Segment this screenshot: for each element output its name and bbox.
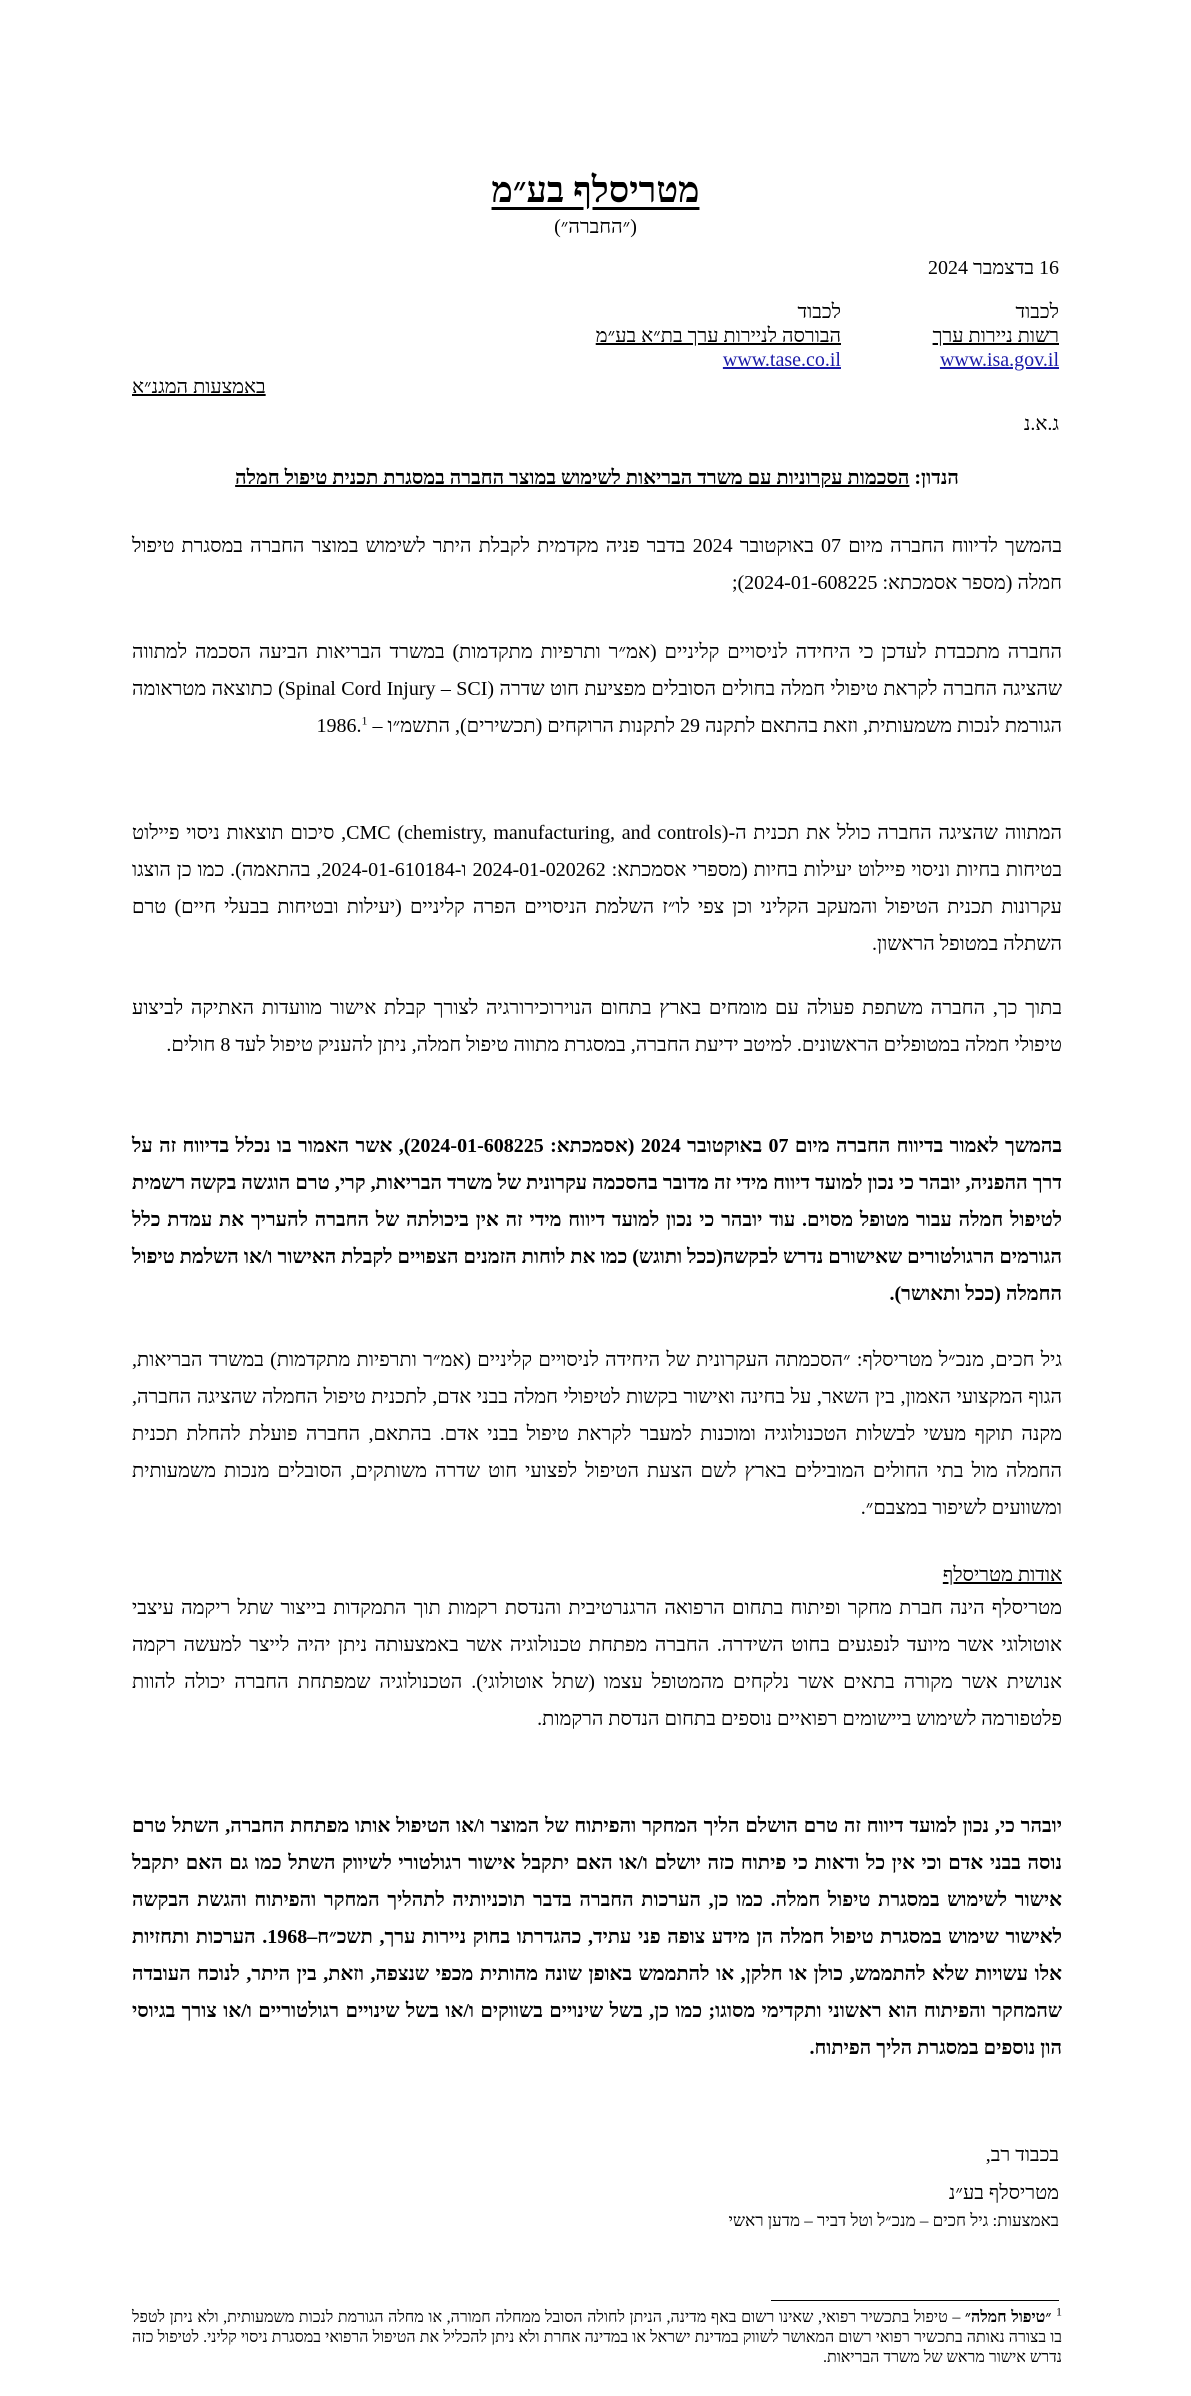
paragraph-7: מטריסלף הינה חברת מחקר ופיתוח בתחום הרפואה הרגנרטיבית והנדסת רקמות תוך התמקדות בייצור שתל ריקמה עיצבי אוטולוגי אשר מיועד לנפגעים בחוט השידרה. החברה מפתחת טכנולוגיה אשר באמצעותה ניתן יהיה לייצר למעשה רקמה אנושית אשר מקורה בתאים אשר נלקחים מהמטופל עצמו (שתל אוטולוגי). הטכנולוגיה שמפתחת החברה יכולה להוות פלטפורמה לשימוש ביישומים רפואיים נוספים בתחום הנדסת הרקמות. — [132, 1597, 1062, 1730]
paragraph-2 — [132, 634, 1062, 745]
recipient-salutation: לכבוד — [1015, 301, 1059, 323]
via-magna: באמצעות המגנ״א — [132, 376, 266, 398]
company-alias: (״החברה״) — [554, 216, 637, 238]
recipient-tase — [596, 300, 841, 372]
subject-line — [132, 463, 1062, 493]
company-title: מטריסלף בע״מ — [491, 170, 700, 210]
recipient-salutation: לכבוד — [797, 301, 841, 323]
footnote — [132, 2304, 1063, 2368]
paragraph-1: בהמשך לדיווח החברה מיום 07 באוקטובר 2024 בדבר פניה מקדמית לקבלת היתר לשימוש במוצר החברה במסגרת טיפול חמלה (מספר אסמכתא: 2024-01-608225); — [132, 535, 1062, 594]
about-block — [132, 1560, 1062, 1738]
paragraph-6-block — [132, 1342, 1062, 1527]
paragraph-8-block — [132, 1808, 1062, 2067]
paragraph-3: המתווה שהציגה החברה כולל את תכנית ה-CMC (chemistry, manufacturing, and controls), סיכום תוצאות ניסוי פיילוט בטיחות בחיות וניסוי פיילוט יעילות בחיות (מספרי אסמכתא: 2024-01-020262 ו-2024-01-610184, בהתאמה). כמו כן הוצגו עקרונות תכנית הטיפול והמעקב הקליני וכן צפי לו״ז השלמת הניסויים הפרה קליניים (יעילות ובטיחות בבעלי חיים) טרם השתלה במטופל הראשון. — [132, 822, 1062, 955]
about-heading: אודות מטריסלף — [942, 1564, 1062, 1586]
footnote-ref[interactable]: 1 — [361, 713, 368, 728]
paragraph-8: יובהר כי, נכון למועד דיווח זה טרם הושלם הליך המחקר והפיתוח של המוצר ו/או הטיפול אותו מפתחת החברה, השתל טרם נוסה בבני אדם וכי אין כל ודאות כי פיתוח כזה יושלם ו/או האם יתקבל אישור רגולטורי לשיווק השתל כמו גם האם יתקבל אישור לשימוש במסגרת טיפול חמלה. כמו כן, הערכות החברה בדבר תוכניותיה לתהליך המחקר והפיתוח והגשת הבקשה לאישור שימוש במסגרת טיפול חמלה הן מידע צופה פני עתיד, כהגדרתו בחוק ניירות ערך, תשכ״ח–1968. הערכות ותחזיות אלו עשויות שלא להתממש, כולן או חלקן, או להתממש באופן שונה מהותית מכפי שנצפה, וזאת, בין היתר, לנוכח העובדה שהמחקר והפיתוח הוא ראשוני ותקדימי מסוגו; כמו כן, בשל שינויים בשווקים ו/או בשל שינויים רגולטוריים ו/או צורך בגיוסי הון נוספים במסגרת הליך הפיתוח. — [132, 1815, 1062, 2059]
document-date: 16 בדצמבר 2024 — [927, 257, 1059, 279]
paragraph-5: בהמשך לאמור בדיווח החברה מיום 07 באוקטובר 2024 (אסמכתא: 2024-01-608225), אשר האמור בו נכלל בדיווח זה על דרך ההפניה, יובהר כי נכון למועד דיווח מידי זה מדובר בהסכמה עקרונית של משרד הבריאות, קרי, טרם הוגשה בקשה רשמית לטיפול חמלה עבור מטופל מסוים. עוד יובהר כי נכון למועד דיווח מידי זה אין ביכולתה של החברה להעריך את עמדת כלל הגורמים הרגולטורים שאישורם נדרש לבקשה(ככל ותוגש) כמו את לוחות הזמנים הצפויים לקבלת האישור ו/או השלמת טיפול החמלה (ככל ותאושר). — [132, 1135, 1062, 1305]
greeting: ג.א.נ — [1023, 413, 1059, 435]
signoff — [949, 2136, 1059, 2212]
recipient-isa — [933, 300, 1059, 372]
paragraph-2-text: החברה מתכבדת לעדכן כי היחידה לניסויים קליניים (אמ״ר ותרפיות מתקדמות) במשרד הבריאות הביעה הסכמה למתווה שהציגה החברה לקראת טיפולי חמלה בחולים הסובלים מפציעת חוט שדרה (Spinal Cord Injury – SCI) כתוצאה מטראומה הגורמת לנכות משמעותית, וזאת בהתאם לתקנה 29 לתקנות הרוקחים (תכשירים), התשמ״ו – 1986. — [132, 641, 1062, 737]
paragraph-4-block — [132, 990, 1062, 1064]
recipient-name: הבורסה לניירות ערך בת״א בע״מ — [595, 325, 841, 347]
paragraph-5-block — [132, 1128, 1062, 1313]
tase-link[interactable]: www.tase.co.il — [722, 349, 841, 371]
subject-prefix: הנדון: — [914, 467, 959, 489]
signoff-regards: בכבוד רב, — [985, 2144, 1059, 2166]
footnote-divider — [771, 2300, 1059, 2301]
paragraph-1-block — [132, 528, 1062, 602]
recipients — [129, 300, 1059, 380]
signoff-signer: מטריסלף בע״נ — [948, 2182, 1059, 2204]
recipient-name: רשות ניירות ערך — [932, 325, 1059, 347]
paragraph-3-block — [132, 815, 1062, 963]
subject-text: הסכמות עקרוניות עם משרד הבריאות לשימוש במוצר החברה במסגרת תכנית טיפול חמלה — [235, 467, 910, 489]
paragraph-4: בתוך כך, החברה משתפת פעולה עם מומחים בארץ בתחום הנוירוכירורגיה לצורך קבלת אישור מוועדות האתיקה לביצוע טיפולי חמלה במטופלים הראשונים. למיטב ידיעת החברה, במסגרת מתווה טיפול חמלה, ניתן להעניק טיפול לעד 8 חולים. — [132, 997, 1062, 1056]
footnote-term: ״טיפול חמלה״ — [964, 2309, 1052, 2326]
footnote-text: – טיפול בתכשיר רפואי, שאינו רשום באף מדינה, הניתן לחולה הסובל ממחלה חמורה, או מחלה הגורמת לנכות משמעותית, ולא ניתן לטפל בו בצורה נאותה בתכשיר רפואי רשום המאושר לשווק במדינת ישראל או במדינה אחרת ולא ניתן להכליל את הטיפול הרפואי במסגרת ניסוי קליני. לטיפול כזה נדרש אישור מראש של משרד הבריאות. — [132, 2309, 1062, 2366]
title-block — [0, 166, 1191, 240]
paragraph-2-block — [132, 634, 1062, 745]
footnote-number: 1 — [1056, 2304, 1063, 2319]
via-signatories: באמצעות: גיל חכים – מנכ״ל וטל דביר – מדען ראשי — [728, 2211, 1059, 2230]
isa-link[interactable]: www.isa.gov.il — [939, 349, 1059, 371]
paragraph-6: גיל חכים, מנכ״ל מטריסלף: ״הסכמתה העקרונית של היחידה לניסויים קליניים (אמ״ר ותרפיות מתקדמות) במשרד הבריאות, הגוף המקצועי האמון, בין השאר, על בחינה ואישור בקשות לטיפולי חמלה בבני אדם, לתכנית טיפול החמלה שהציגה החברה, מקנה תוקף מעשי לבשלות הטכנולוגיה ומוכנות למעבר לקראת טיפול בבני אדם. בהתאם, החברה פועלת להחלת תכנית החמלה מול בתי החולים המובילים בארץ לשם הצעת הטיפול לפצועי חוט שדרה משותקים, הסובלים מנכות משמעותית ומשוועים לשיפור במצבם״. — [132, 1349, 1062, 1519]
